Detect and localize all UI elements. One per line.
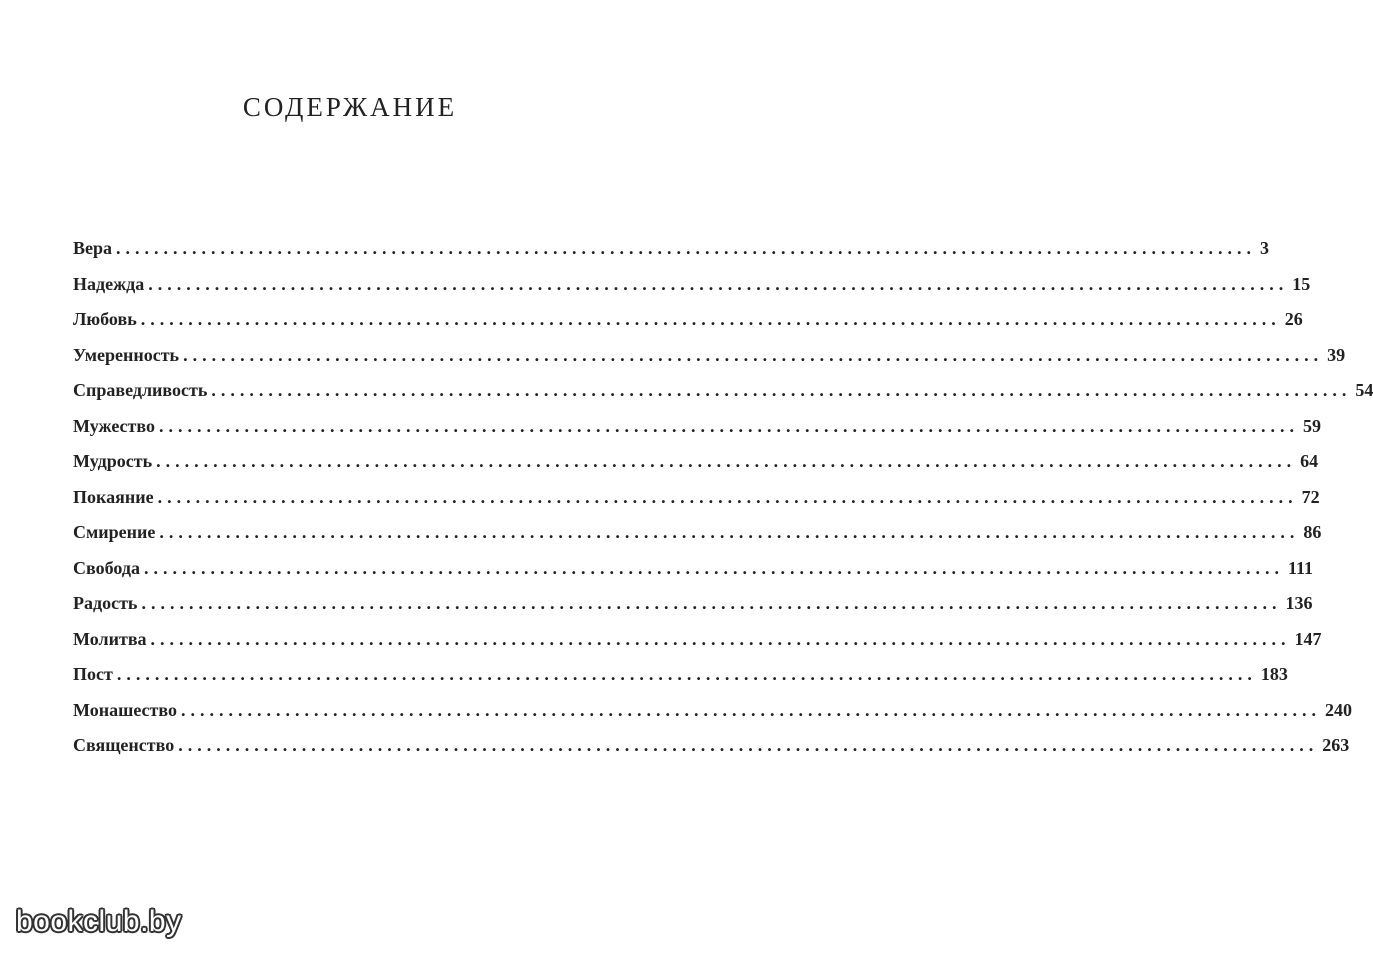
toc-entry [73, 664, 1288, 700]
toc-leader-dots: ........................................................................................................................ [116, 238, 1257, 258]
toc-entry-label: Мужество [73, 415, 155, 436]
toc-entry-page: 26 [1284, 309, 1303, 329]
toc-entry-page: 136 [1285, 593, 1313, 613]
toc-entry [73, 593, 1313, 629]
toc-leader-dots: ........................................................................................................................ [140, 309, 1281, 329]
toc-entry-page: 3 [1260, 238, 1270, 258]
toc-entry-label: Умеренность [73, 344, 180, 365]
toc-entry-page: 72 [1301, 486, 1320, 507]
toc-leader-dots: ........................................................................................................................ [180, 699, 1321, 720]
toc-leader-dots: ........................................................................................................................ [148, 273, 1289, 294]
toc-entry-page: 59 [1302, 415, 1321, 436]
toc-entry [73, 273, 1311, 310]
toc-entry [73, 486, 1320, 523]
toc-entry-page: 39 [1327, 344, 1346, 365]
toc-entry [73, 522, 1322, 558]
toc-entry-label: Покаяние [73, 486, 154, 507]
toc-entry [73, 699, 1352, 736]
toc-entry-page: 147 [1294, 628, 1322, 649]
toc-entry-page: 54 [1355, 380, 1373, 400]
toc-entry-label: Мудрость [73, 451, 153, 471]
toc-entry-page: 64 [1300, 451, 1319, 471]
toc-entry-label: Смирение [73, 522, 156, 542]
toc-entry-page: 86 [1303, 522, 1322, 542]
toc-entry-label: Вера [73, 238, 113, 258]
toc-leader-dots: ........................................................................................................................ [143, 557, 1284, 578]
toc-entry [73, 735, 1350, 771]
toc-entry-label: Справедливость [73, 380, 208, 400]
toc-entry [73, 380, 1373, 416]
toc-entry-page: 111 [1287, 557, 1313, 578]
toc-entry [73, 628, 1322, 665]
toc-entry-label: Монашество [73, 699, 177, 720]
toc-entry-label: Молитва [73, 628, 147, 649]
toc-leader-dots: ........................................................................................................................ [178, 735, 1319, 755]
toc-entry-label: Любовь [73, 309, 137, 329]
table-of-contents [73, 238, 1373, 771]
toc-entry [73, 309, 1303, 345]
toc-entry-page: 240 [1324, 699, 1352, 720]
toc-leader-dots: ........................................................................................................................ [150, 628, 1291, 649]
toc-leader-dots: ........................................................................................................................ [157, 486, 1298, 507]
toc-entry-label: Надежда [73, 273, 145, 294]
toc-entry-page: 183 [1260, 664, 1288, 684]
toc-leader-dots: ........................................................................................................................ [116, 664, 1257, 684]
toc-entry-label: Пост [73, 664, 113, 684]
toc-leader-dots: ........................................................................................................................ [183, 344, 1324, 365]
toc-entry [73, 557, 1313, 594]
toc-entry [73, 344, 1346, 381]
toc-entry [73, 415, 1321, 452]
toc-leader-dots: ........................................................................................................................ [141, 593, 1282, 613]
toc-entry-page: 263 [1322, 735, 1350, 755]
toc-leader-dots: ........................................................................................................................ [211, 380, 1352, 400]
toc-entry-label: Священство [73, 735, 175, 755]
toc-entry-page: 15 [1292, 273, 1311, 294]
page-title: СОДЕРЖАНИЕ [242, 92, 458, 122]
toc-leader-dots: ........................................................................................................................ [158, 415, 1299, 436]
toc-entry [73, 451, 1319, 487]
toc-entry-label: Свобода [73, 557, 140, 578]
toc-entry [73, 238, 1270, 274]
toc-leader-dots: ........................................................................................................................ [159, 522, 1300, 542]
toc-entry-label: Радость [73, 593, 138, 613]
site-watermark: bookclub.by [16, 905, 182, 938]
toc-leader-dots: ........................................................................................................................ [156, 451, 1297, 471]
